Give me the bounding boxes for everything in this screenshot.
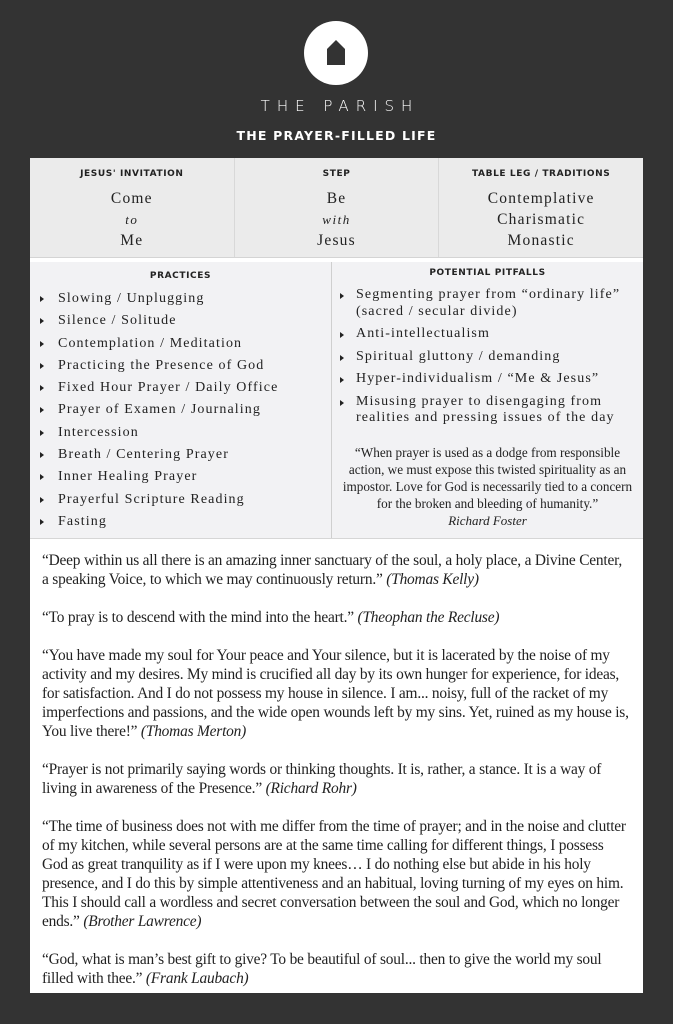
quote (42, 646, 631, 741)
invitation-table (30, 158, 643, 258)
column-line: with (322, 212, 351, 227)
bullet-triangle-icon (40, 318, 44, 324)
pitfalls-panel (332, 262, 643, 538)
quote-author: (Thomas Kelly) (386, 571, 479, 588)
bullet-triangle-icon (340, 293, 344, 299)
list-item (332, 326, 643, 343)
list-item (30, 424, 331, 441)
list-item-label: Prayer of Examen / Journaling (58, 402, 261, 418)
column-heading: JESUS' INVITATION (80, 169, 184, 179)
list-item-label: Inner Healing Prayer (58, 469, 198, 485)
list-item (332, 287, 643, 320)
quote (42, 608, 631, 627)
quote-author: (Richard Rohr) (265, 780, 357, 797)
column-heading: TABLE LEG / TRADITIONS (472, 169, 611, 179)
list-item-label: Silence / Solitude (58, 313, 177, 329)
bullet-triangle-icon (40, 452, 44, 458)
column-heading: STEP (322, 169, 351, 179)
practices-heading: PRACTICES (149, 271, 212, 281)
quote-author: (Frank Laubach) (145, 970, 249, 987)
quote-text: “God, what is man’s best gift to give? To be beautiful of soul... then to give the world my soul filled with thee.” (42, 951, 602, 987)
column-line: Come (110, 190, 153, 207)
column-line: to (125, 212, 139, 227)
content-card (30, 158, 643, 993)
quotes-section (30, 542, 643, 1007)
list-item-label: Hyper-individualism / “Me & Jesus” (356, 371, 600, 386)
bullet-triangle-icon (40, 497, 44, 503)
quote (42, 817, 631, 931)
list-item-label: Misusing prayer to disengaging from realities and pressing issues of the day (356, 393, 615, 425)
list-item-label: Practicing the Presence of God (58, 357, 265, 373)
column-line: Jesus (317, 232, 356, 249)
list-item-label: Fixed Hour Prayer / Daily Office (58, 380, 279, 396)
column-line: Be (326, 190, 347, 207)
list-item-label: Prayerful Scripture Reading (58, 491, 245, 507)
quote-author: (Theophan the Recluse) (357, 609, 500, 626)
quote-author: (Brother Lawrence) (83, 913, 202, 930)
quote-text: “Prayer is not primarily saying words or thinking thoughts. It is, rather, a stance. It is a way of living in awareness of the Presence.” (42, 761, 602, 797)
list-item (30, 312, 331, 329)
practices-pitfalls-section (30, 259, 643, 539)
quote (42, 950, 631, 988)
column-invitation (30, 158, 235, 257)
list-item-label: Slowing / Unplugging (58, 291, 205, 306)
list-item (332, 371, 643, 388)
list-item-label: Breath / Centering Prayer (58, 447, 229, 463)
pitfalls-list (332, 287, 643, 427)
column-line: Charismatic (497, 211, 586, 228)
practices-list (30, 290, 331, 530)
quote-text: “The time of business does not with me differ from the time of prayer; and in the noise and clutter of my kitchen, while several persons are at the same time calling for different things, I possess God as great tranquility as if I were upon my knees… I do nothing else but abide in his holy presence, and I do this by simple attentiveness and an habitual, loving turning of my eyes on him. This I should call a wordless and secret conversation between the soul and God, which no longer ends.” (42, 818, 626, 930)
list-item-label: Spiritual gluttony / demanding (356, 348, 561, 364)
list-item (30, 446, 331, 463)
list-item (30, 379, 331, 396)
list-item (30, 357, 331, 374)
foster-quote-text: “When prayer is used as a dodge from responsible action, we must expose this twisted spirituality as an impostor. Love for God is necessarily tied to a concern for the broken and bleeding of humanity.” (342, 444, 633, 511)
list-item (30, 290, 331, 307)
quote-text: “You have made my soul for Your peace and Your silence, but it is lacerated by the noise of my activity and my desires. My mind is crucified all day by its own hunger for experience, for ideas, for satisfaction. And I do not possess my house in silence. I am... noisy, full of the racket of my imperfections and passions, and the wide open wounds left by my sins. Yet, ruined as my house is, You live there!” (42, 647, 629, 740)
bullet-triangle-icon (340, 377, 344, 383)
quote (42, 760, 631, 798)
list-item-label: Segmenting prayer from “ordinary life” (sacred / secular divide) (356, 287, 621, 319)
list-item (30, 335, 331, 352)
bullet-triangle-icon (40, 519, 44, 525)
list-item (30, 401, 331, 418)
list-item (332, 349, 643, 366)
column-step (235, 158, 440, 257)
column-line: Monastic (507, 232, 575, 249)
list-item (30, 513, 331, 530)
bullet-triangle-icon (40, 296, 44, 302)
quote-text: “To pray is to descend with the mind into the heart.” (42, 609, 358, 626)
quote-text: “Deep within us all there is an amazing inner sanctuary of the soul, a holy place, a Divine Center, a speaking Voice, to which we may continuously return.” (42, 552, 623, 588)
bullet-triangle-icon (340, 332, 344, 338)
column-line: Contemplative (487, 190, 595, 207)
church-door-icon (304, 21, 368, 85)
list-item-label: Anti-intellectualism (356, 326, 490, 341)
pitfalls-heading: POTENTIAL PITFALLS (429, 268, 546, 278)
bullet-triangle-icon (40, 407, 44, 413)
list-item (30, 491, 331, 508)
quote-author: (Thomas Merton) (140, 723, 247, 740)
bullet-triangle-icon (40, 341, 44, 347)
column-traditions (439, 158, 643, 257)
list-item (332, 394, 643, 427)
foster-quote (332, 433, 643, 529)
bullet-triangle-icon (40, 430, 44, 436)
list-item-label: Contemplation / Meditation (58, 335, 243, 351)
bullet-triangle-icon (340, 400, 344, 406)
quote (42, 551, 631, 589)
logo (304, 21, 368, 85)
foster-quote-author: Richard Foster (448, 512, 527, 528)
brand-name: THE PARISH (260, 97, 420, 115)
practices-panel (30, 262, 332, 538)
bullet-triangle-icon (40, 385, 44, 391)
column-line: Me (120, 232, 144, 249)
bullet-triangle-icon (40, 363, 44, 369)
bullet-triangle-icon (40, 474, 44, 480)
bullet-triangle-icon (340, 355, 344, 361)
list-item-label: Intercession (58, 424, 139, 440)
list-item (30, 468, 331, 485)
page-title: THE PRAYER-FILLED LIFE (236, 128, 437, 143)
list-item-label: Fasting (58, 513, 107, 529)
